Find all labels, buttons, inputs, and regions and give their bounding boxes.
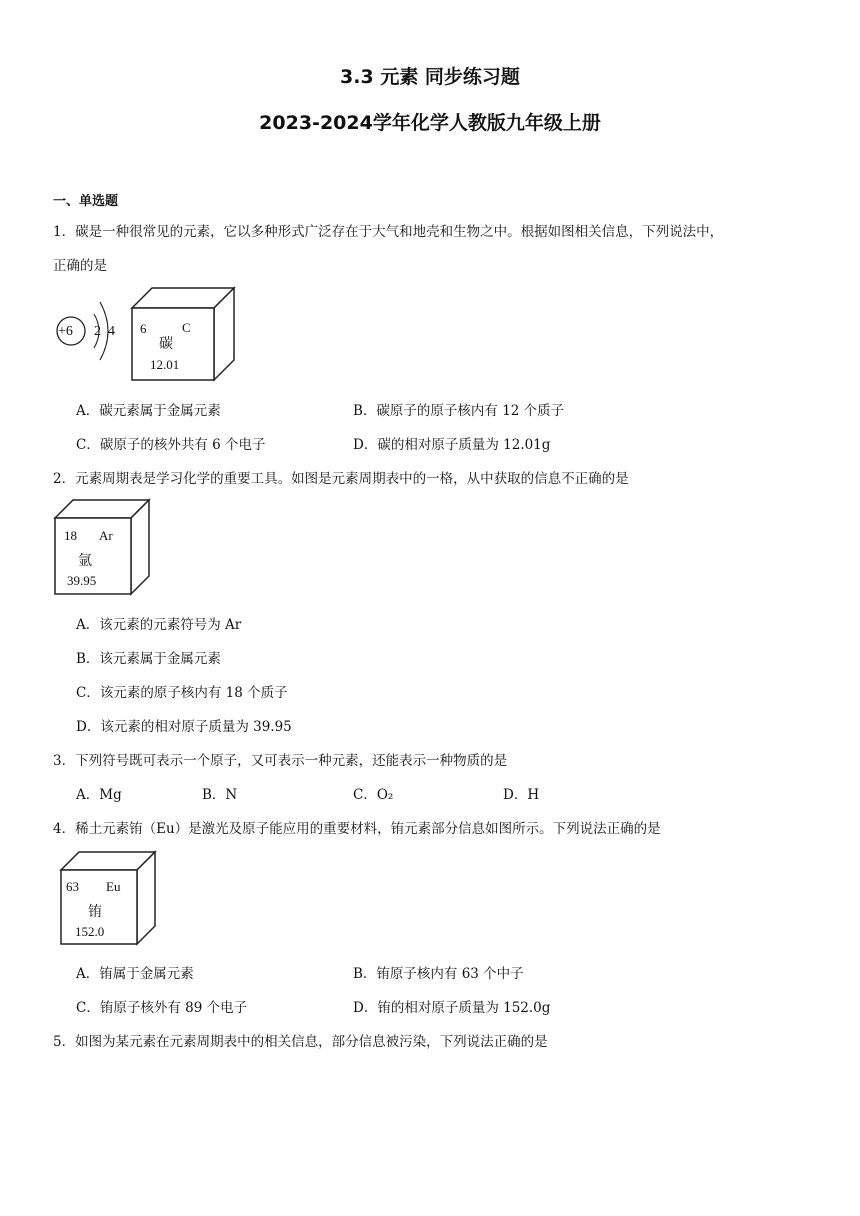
argon-atomic-number: 18 xyxy=(64,528,77,543)
question-3-option-b[interactable]: B．N xyxy=(202,787,238,803)
question-2-stem: 2．元素周期表是学习化学的重要工具。如图是元素周期表中的一格，从中获取的信息不正确的是 xyxy=(53,471,629,487)
carbon-atomic-mass: 12.01 xyxy=(150,357,180,372)
question-3-option-c[interactable]: C．O₂ xyxy=(353,787,394,803)
argon-atomic-mass: 39.95 xyxy=(67,573,97,588)
question-4-option-d[interactable]: D．铕的相对原子质量为 152.0g xyxy=(353,1000,551,1016)
document-title: 3.3 元素 同步练习题 xyxy=(340,66,520,88)
argon-symbol: Ar xyxy=(99,528,113,543)
question-1-stem: 1．碳是一种很常见的元素，它以多种形式广泛存在于大气和地壳和生物之中。根据如图相关信息，下列说法中， xyxy=(53,224,724,240)
atom-shell-1: 2 xyxy=(94,324,101,339)
question-1-option-b[interactable]: B．碳原子的原子核内有 12 个质子 xyxy=(353,403,565,419)
europium-atomic-number: 63 xyxy=(66,879,79,894)
question-4-stem: 4．稀土元素铕（Eu）是激光及原子能应用的重要材料，铕元素部分信息如图所示。下列说法正确的是 xyxy=(53,821,661,837)
question-4-option-c[interactable]: C．铕原子核外有 89 个电子 xyxy=(76,1000,248,1016)
question-2-option-c[interactable]: C．该元素的原子核内有 18 个质子 xyxy=(76,685,288,701)
carbon-name: 碳 xyxy=(159,336,173,352)
europium-atomic-mass: 152.0 xyxy=(75,924,105,939)
carbon-atomic-number: 6 xyxy=(140,321,147,336)
question-2-option-a[interactable]: A．该元素的元素符号为 Ar xyxy=(76,617,242,633)
question-1-option-c[interactable]: C．碳原子的核外共有 6 个电子 xyxy=(76,437,266,453)
question-3-stem: 3．下列符号既可表示一个原子，又可表示一种元素，还能表示一种物质的是 xyxy=(53,753,508,769)
atom-shell-2: 4 xyxy=(108,324,115,339)
question-1-option-d[interactable]: D．碳的相对原子质量为 12.01g xyxy=(353,437,551,453)
question-2-option-b[interactable]: B．该元素属于金属元素 xyxy=(76,651,221,667)
europium-symbol: Eu xyxy=(106,879,121,894)
question-5-stem: 5．如图为某元素在元素周期表中的相关信息，部分信息被污染，下列说法正确的是 xyxy=(53,1034,548,1050)
question-3-option-d[interactable]: D．H xyxy=(503,787,540,803)
question-1-stem-cont: 正确的是 xyxy=(53,258,107,274)
question-1-option-a[interactable]: A．碳元素属于金属元素 xyxy=(76,403,221,419)
carbon-symbol: C xyxy=(182,320,191,335)
atom-nucleus-charge: +6 xyxy=(58,324,73,339)
europium-name: 铕 xyxy=(88,904,102,920)
question-3-option-a[interactable]: A．Mg xyxy=(76,787,122,803)
argon-name: 氩 xyxy=(78,553,92,569)
question-4-option-b[interactable]: B．铕原子核内有 63 个中子 xyxy=(353,966,524,982)
question-2-option-d[interactable]: D．该元素的相对原子质量为 39.95 xyxy=(76,719,292,735)
document-subtitle: 2023-2024学年化学人教版九年级上册 xyxy=(259,112,601,134)
question-4-option-a[interactable]: A．铕属于金属元素 xyxy=(76,966,194,982)
europium-element-cell xyxy=(59,850,159,946)
section-heading: 一、单选题 xyxy=(53,194,119,209)
